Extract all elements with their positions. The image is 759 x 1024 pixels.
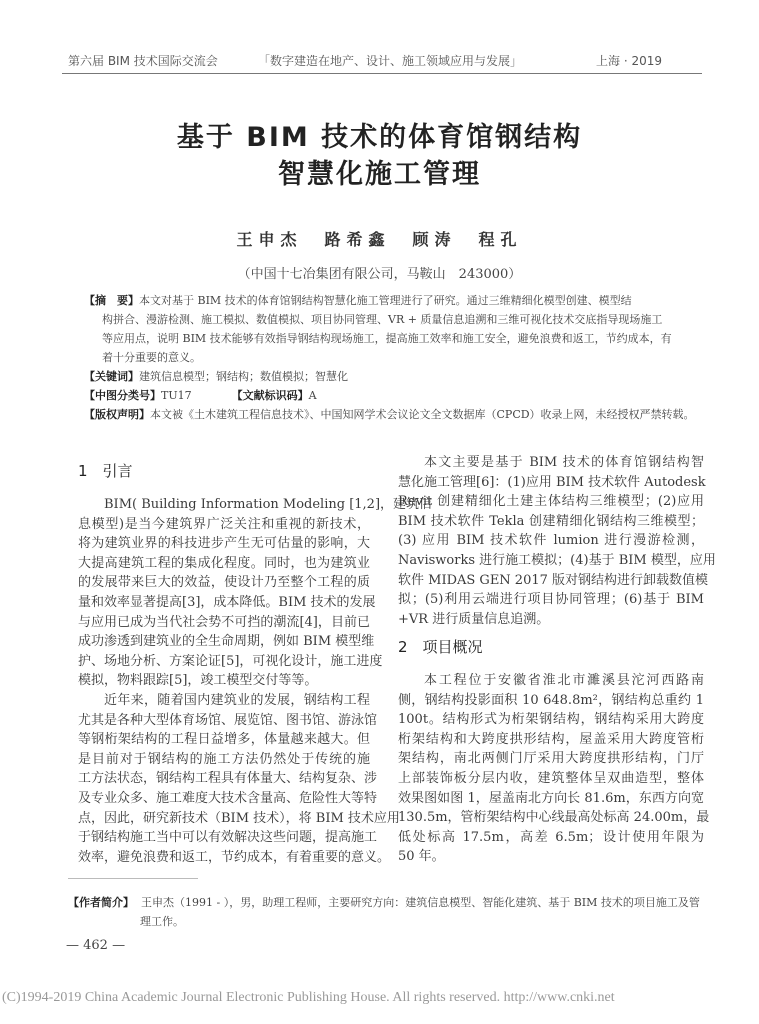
author-intro-label: 【作者简介】	[68, 896, 134, 909]
abstract-line: 构拼合、漫游检测、施工模拟、数值模拟、项目协同管理、VR + 质量信息追溯和三维可视化技术交底指导现场施工	[102, 313, 663, 326]
clc-label: 【中图分类号】	[84, 389, 161, 402]
text-line: 架结构，南北两侧门厅采用大跨度拱形结构，门厅	[398, 751, 704, 767]
keywords-label: 【关键词】	[84, 370, 139, 383]
section-2-text	[398, 671, 710, 867]
copyright-text: 本文被《土木建筑工程信息技术》、中国知网学术会议论文全文数据库（CPCD）收录上网，未经授权严禁转载。	[150, 408, 695, 421]
keywords: 建筑信息模型；钢结构；数值模拟；智慧化	[139, 370, 348, 383]
text-line: 量和效率显著提高[3]，成本降低。BIM 技术的发展	[78, 594, 376, 610]
text-line: 息模型)是当今建筑界广泛关注和重视的新技术，	[78, 516, 370, 532]
text-line: 护、场地分析、方案论证[5]，可视化设计，施工进度	[78, 653, 383, 669]
text-line: 桁架结构和大跨度拱形结构，屋盖采用大跨度管桁	[398, 731, 704, 747]
text-line: 效率，避免浪费和返工，节约成本，有着重要的意义。	[78, 849, 391, 865]
paper-title-line1: 基于 BIM 技术的体育馆钢结构	[176, 122, 583, 153]
abstract-line: 等应用点，说明 BIM 技术能够有效指导钢结构现场施工，提高施工效率和施工安全，避免浪费和返工，节约成本，有	[102, 332, 672, 345]
clc-code: TU17	[161, 389, 192, 402]
text-line: 本工程位于安徽省淮北市濉溪县沱河西路南	[424, 673, 704, 688]
author-intro-line: 理工作。	[140, 915, 184, 928]
header-location-year: 上海 · 2019	[596, 54, 662, 68]
text-line: 等钢桁架结构的工程日益增多，体量越来越大。但	[78, 732, 370, 748]
text-line: 侧，钢结构投影面积 10 648.8m²，钢结构总重约 1	[398, 692, 704, 708]
text-line: 是目前对于钢结构的施工方法仍然处于传统的施	[78, 751, 370, 767]
text-line: Navisworks 进行施工模拟；(4)基于 BIM 模型，应用	[398, 552, 716, 568]
author-intro	[68, 893, 708, 931]
abstract-label: 【摘 要】	[84, 294, 139, 307]
text-line: 拟；(5)利用云端进行项目协同管理；(6)基于 BIM	[398, 592, 704, 608]
text-line: 及专业众多、施工难度大技术含量高、危险性大等特	[78, 790, 378, 806]
author-intro-line: 王申杰（1991 - ），男，助理工程师，主要研究方向：建筑信息模型、智能化建筑、基于 BIM 技术的项目施工及管	[141, 896, 700, 909]
text-line: 将为建筑业界的科技进步产生无可估量的影响，大	[78, 536, 370, 552]
doc-code-label: 【文献标识码】	[231, 389, 309, 402]
doc-code: A	[308, 389, 317, 402]
text-line: BIM( Building Information Modeling [1,2]，建筑信	[104, 497, 433, 512]
watermark: (C)1994-2019 China Academic Journal Electronic Publishing House. All rights reserved. http://www.cnki.net	[2, 990, 615, 1005]
text-line: 本文主要是基于 BIM 技术的体育馆钢结构智	[424, 455, 704, 470]
right-column-intro	[398, 453, 716, 629]
text-line: 大提高建筑工程的集成化程度。同时，也为建筑业	[78, 555, 370, 571]
header-conference: 第六届 BIM 技术国际交流会	[68, 54, 218, 68]
abstract-line: 本文对基于 BIM 技术的体育馆钢结构智慧化施工管理进行了研究。通过三维精细化模型创建、模型结	[139, 294, 632, 307]
text-line: 模拟，物料跟踪[5]，竣工模型交付等等。	[78, 673, 318, 689]
text-line: 50 年。	[398, 849, 445, 865]
text-line: 效果图如图 1，屋盖南北方向长 81.6m，东西方向宽	[398, 790, 704, 806]
authors: 王申杰 路希鑫 顾涛 程孔	[236, 230, 523, 249]
text-line: 近年来，随着国内建筑业的发展，钢结构工程	[104, 692, 370, 708]
paper-title-line2: 智慧化施工管理	[278, 159, 481, 190]
text-line: 于钢结构施工当中可以有效解决这些问题，提高施工	[78, 830, 378, 846]
text-line: Revit 创建精细化土建主体结构三维模型；(2)应用	[398, 494, 704, 510]
header-rule	[62, 73, 702, 74]
section-1-heading: 1 引言	[78, 462, 133, 480]
abstract-block	[84, 291, 700, 424]
text-line: BIM 技术软件 Tekla 创建精细化钢结构三维模型；	[398, 513, 704, 529]
text-line: 慧化施工管理[6]：(1)应用 BIM 技术软件 Autodesk	[398, 474, 706, 490]
header-theme: 「数字建造在地产、设计、施工领域应用与发展」	[258, 54, 523, 68]
text-line: 与应用已成为当代社会势不可挡的潮流[4]，目前已	[78, 614, 370, 630]
text-line: 软件 MIDAS GEN 2017 版对钢结构进行卸载数值模	[398, 572, 709, 588]
text-line: 成功渗透到建筑业的全生命周期，例如 BIM 模型维	[78, 634, 375, 650]
text-line: +VR 进行质量信息追溯。	[398, 611, 550, 627]
text-line: 100t。结构形式为桁架钢结构，钢结构采用大跨度	[398, 712, 704, 728]
footnote-rule	[68, 878, 198, 879]
text-line: 的发展带来巨大的效益，使设计乃至整个工程的质	[78, 575, 370, 591]
text-line: 130.5m，管桁架结构中心线最高处标高 24.00m，最	[398, 810, 710, 826]
page-number: — 462 —	[66, 938, 126, 953]
copyright-label: 【版权声明】	[84, 408, 150, 421]
text-line: 工方法状态，钢结构工程具有体量大、结构复杂、涉	[78, 771, 378, 787]
text-line: (3) 应用 BIM 技术软件 lumion 进行漫游检测，	[398, 533, 704, 549]
section-2-heading: 2 项目概况	[398, 638, 483, 656]
text-line: 低处标高 17.5m，高差 6.5m；设计使用年限为	[398, 829, 704, 845]
abstract-line: 着十分重要的意义。	[102, 351, 201, 364]
text-line: 上部装饰板分层内收，建筑整体呈双曲造型，整体	[398, 770, 704, 786]
text-line: 点，因此，研究新技术（BIM 技术），将 BIM 技术应用	[78, 810, 400, 826]
text-line: 尤其是各种大型体育场馆、展览馆、图书馆、游泳馆	[78, 712, 378, 728]
affiliation: （中国十七冶集团有限公司，马鞍山 243000）	[237, 267, 522, 282]
